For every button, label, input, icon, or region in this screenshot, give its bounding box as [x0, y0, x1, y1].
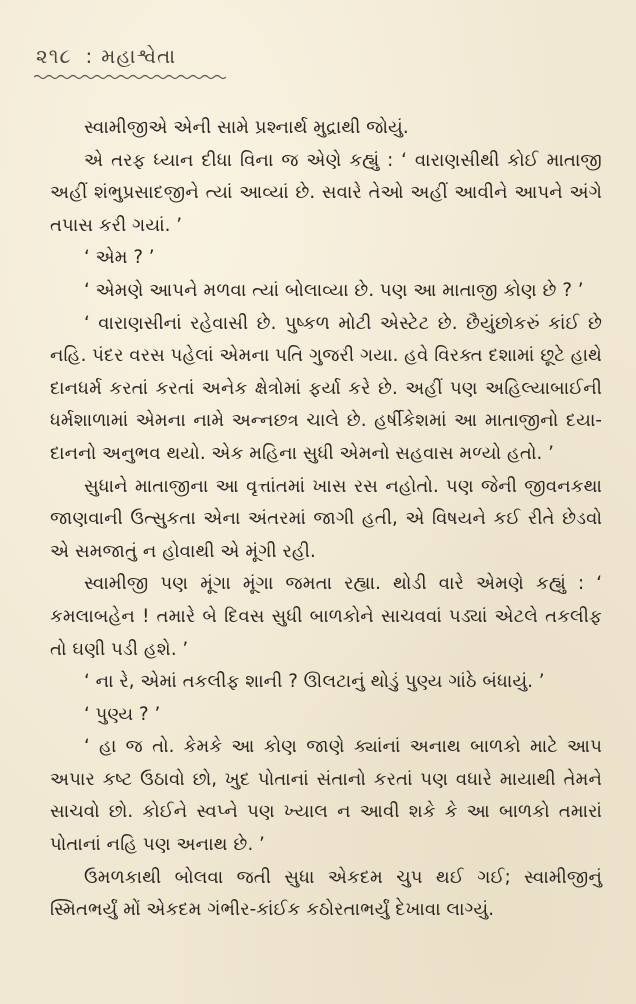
paragraph: એ તરફ ધ્યાન દીધા વિના જ એણે કહ્યું : ‘ વારાણસીથી કોઈ માતાજી અહીં શંભુપ્રસાદજીને ત્યાં આવ્યાં છે. સવારે તેઓ અહીં આવીને આપને અંગે તપાસ કરી ગયાં. ’	[50, 149, 602, 236]
paragraph: ‘ હા જ તો. કેમકે આ કોણ જાણે ક્યાંનાં અનાથ બાળકો માટે આપ અપાર કષ્ટ ઉઠાવો છો, ખુદ પોતાનાં સંતાનો કરતાં પણ વધારે માયાથી તેમને સાચવો છો. કોઈને સ્વપ્ને પણ ખ્યાલ ન આવી શકે કે આ બાળકો તમારાં પોતાનાં નહિ પણ અનાથ છે. ’	[50, 736, 602, 856]
page-number: ૨૧૮	[36, 44, 72, 68]
header-wavy-underline	[34, 74, 230, 80]
paragraph: સ્વામીજીએ એની સામે પ્રશ્નાર્થ મુદ્રાથી જોયું.	[84, 117, 409, 138]
book-title: મહાશ્વેતા	[101, 44, 177, 68]
paragraph: સુધાને માતાજીના આ વૃત્તાંતમાં ખાસ રસ નહોતો. પણ જેની જીવનકથા જાણવાની ઉત્સુકતા એના અંતરમાં જાગી હતી, એ વિષયને કઈ રીતે છેડવો એ સમજાતું ન હોવાથી એ મૂંગી રહી.	[50, 475, 602, 562]
paragraph: ઉમળકાથી બોલવા જતી સુધા એકદમ ચુપ થઈ ગઈ; સ્વામીજીનું સ્મિતભર્યું મોં એકદમ ગંભીર-કાંઈક કઠોરતાભર્યું દેખાવા લાગ્યું.	[50, 866, 602, 921]
paragraph: ‘ વારાણસીનાં રહેવાસી છે. પુષ્કળ મોટી એસ્ટેટ છે. છૈયુંછોકરું કાંઈ છે નહિ. પંદર વરસ પહેલાં એમના પતિ ગુજરી ગયા. હવે વિરક્ત દશામાં છૂટે હાથે દાનધર્મ કરતાં કરતાં અનેક ક્ષેત્રોમાં ફર્યા કરે છે. અહીં પણ અહિલ્યાબાઈની ધર્મશાળામાં એમના નામે અન્નછત્ર ચાલે છે. હર્ષીકેશમાં આ માતાજીનો દયા-દાનનો અનુભવ થયો. એક મહિના સુધી એમનો સહવાસ મળ્યો હતો. ’	[50, 312, 602, 464]
paragraph: ‘ એમ ? ’	[84, 247, 155, 269]
header-separator: :	[85, 44, 94, 68]
body-text	[50, 112, 602, 927]
paragraph: સ્વામીજી પણ મૂંગા મૂંગા જમતા રહ્યા. થોડી વારે એમણે કહ્યું : ‘ કમલાબહેન ! તમારે બે દિવસ સુધી બાળકોને સાચવવાં પડ્યાં એટલે તકલીફ તો ઘણી પડી હશે. ’	[50, 573, 602, 660]
paragraph: ‘ પુણ્ય ? ’	[84, 703, 161, 725]
running-header	[36, 44, 176, 68]
paragraph: ‘ એમણે આપને મળવા ત્યાં બોલાવ્યા છે. પણ આ માતાજી કોણ છે ? ’	[84, 279, 584, 301]
paragraph: ‘ ના રે, એમાં તકલીફ શાની ? ઊલટાનું થોડું પુણ્ય ગાંઠે બંધાયું. ’	[84, 671, 545, 693]
